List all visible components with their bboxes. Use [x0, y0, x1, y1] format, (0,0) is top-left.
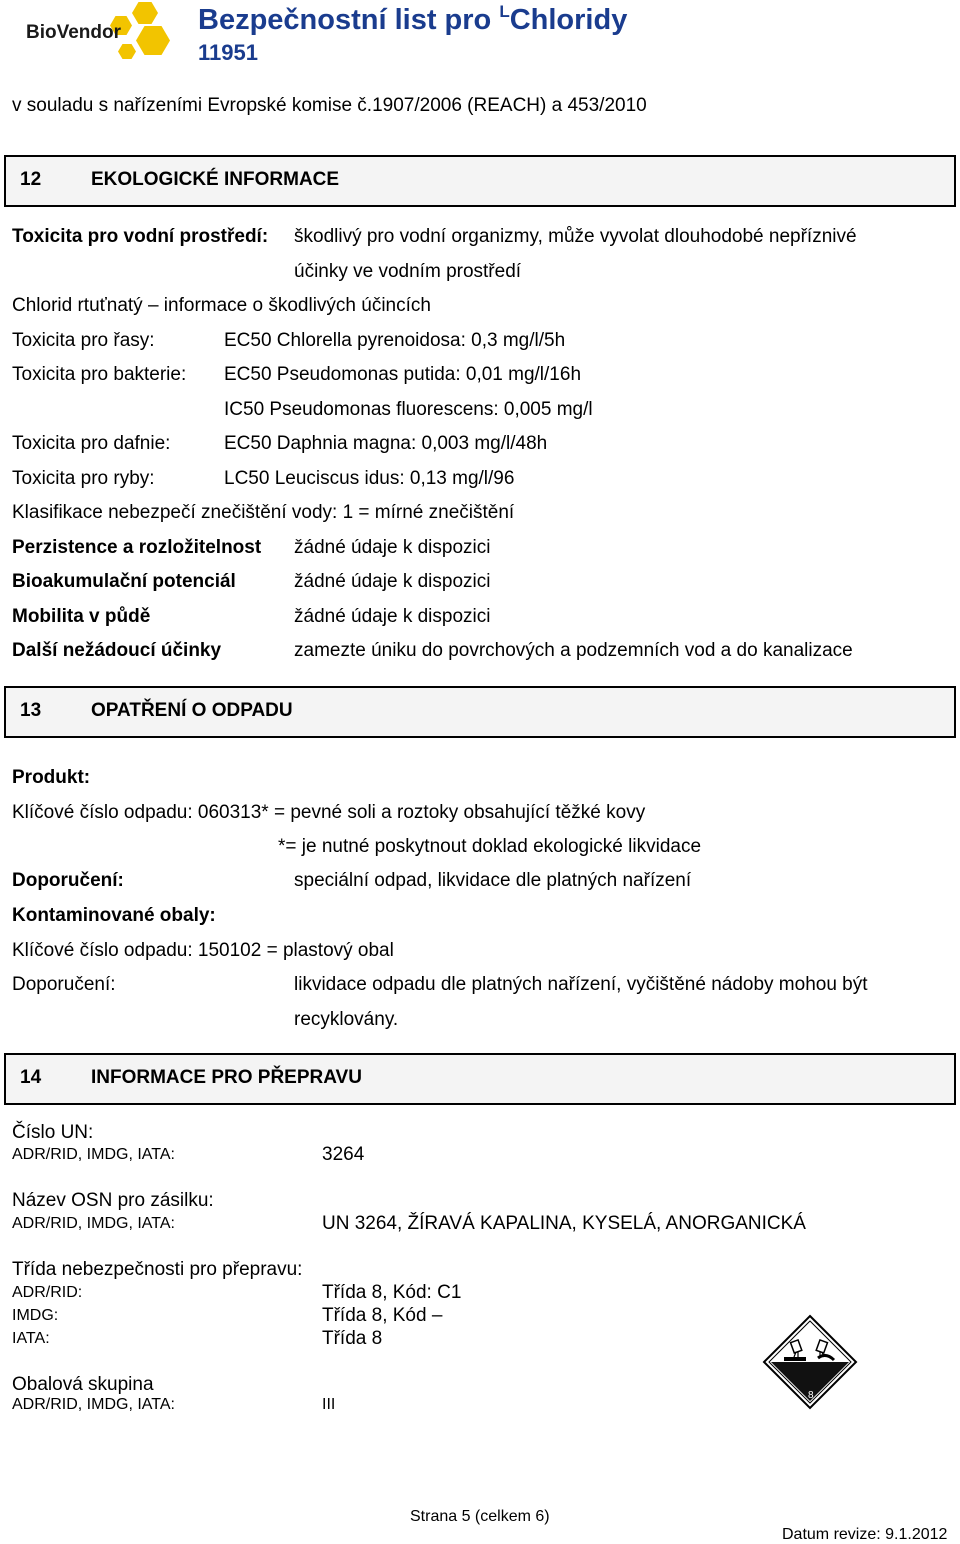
waste-code-product: Klíčové číslo odpadu: 060313* = pevné soli a roztoky obsahující těžké kovy — [12, 802, 646, 823]
section-title: INFORMACE PRO PŘEPRAVU — [91, 1067, 362, 1088]
algae-toxicity-label: Toxicita pro řasy: — [12, 330, 155, 351]
aquatic-toxicity-value: škodlivý pro vodní organizmy, může vyvolat dlouhodobé nepříznivé — [294, 226, 857, 247]
revision-date: Datum revize: 9.1.2012 — [782, 1526, 948, 1543]
section-13-header — [4, 686, 956, 738]
persistence-label: Perzistence a rozložitelnost — [12, 537, 262, 558]
waste-code-packaging: Klíčové číslo odpadu: 150102 = plastový obal — [12, 940, 394, 961]
shipping-name-sublabel: ADR/RID, IMDG, IATA: — [12, 1215, 175, 1232]
shipping-name-label: Název OSN pro zásilku: — [12, 1190, 214, 1211]
hazard-class-label: Třída nebezpečnosti pro přepravu: — [12, 1259, 303, 1280]
recommendation-value: speciální odpad, likvidace dle platných nařízení — [294, 870, 692, 891]
daphnia-toxicity-value: EC50 Daphnia magna: 0,003 mg/l/48h — [224, 433, 548, 454]
fish-toxicity-label: Toxicita pro ryby: — [12, 468, 155, 489]
section-number: 13 — [20, 700, 42, 721]
section-title: EKOLOGICKÉ INFORMACE — [91, 169, 340, 190]
un-number-sublabel: ADR/RID, IMDG, IATA: — [12, 1146, 175, 1163]
packing-group-value: III — [322, 1396, 336, 1413]
product-label: Produkt: — [12, 767, 91, 788]
adr-rid-label: ADR/RID: — [12, 1284, 83, 1301]
persistence-value: žádné údaje k dispozici — [294, 537, 491, 558]
section-number: 14 — [20, 1067, 42, 1088]
fish-toxicity-value: LC50 Leuciscus idus: 0,13 mg/l/96 — [224, 468, 515, 489]
corrosive-hazard-icon — [762, 1314, 858, 1410]
recommendation-label-2: Doporučení: — [12, 974, 116, 995]
packing-group-sublabel: ADR/RID, IMDG, IATA: — [12, 1396, 175, 1413]
aquatic-toxicity-value-cont: účinky ve vodním prostředí — [294, 261, 522, 282]
un-number-value: 3264 — [322, 1144, 365, 1165]
logo-hexagon-icon — [136, 26, 170, 55]
regulation-line: v souladu s nařízeními Evropské komise č.1907/2006 (REACH) a 453/2010 — [12, 95, 647, 116]
bacteria-toxicity-value-2: IC50 Pseudomonas fluorescens: 0,005 mg/l — [224, 399, 593, 420]
imdg-value: Třída 8, Kód – — [322, 1305, 443, 1326]
iata-label: IATA: — [12, 1330, 50, 1347]
algae-toxicity-value: EC50 Chlorella pyrenoidosa: 0,3 mg/l/5h — [224, 330, 566, 351]
packing-group-label: Obalová skupina — [12, 1374, 154, 1395]
document-title: Bezpečnostní list pro $^L$Chloridy — [198, 2, 628, 36]
bacteria-toxicity-label: Toxicita pro bakterie: — [12, 364, 187, 385]
shipping-name-value: UN 3264, ŽÍRAVÁ KAPALINA, KYSELÁ, ANORGANICKÁ — [322, 1213, 806, 1234]
section-title: OPATŘENÍ O ODPADU — [91, 700, 293, 721]
bioaccumulation-label: Bioakumulační potenciál — [12, 571, 236, 592]
logo-hexagon-icon — [118, 44, 136, 59]
section-12-header — [4, 155, 956, 207]
recommendation-value-2: likvidace odpadu dle platných nařízení, vyčištěné nádoby mohou být — [294, 974, 868, 995]
other-effects-label: Další nežádoucí účinky — [12, 640, 222, 661]
other-effects-value: zamezte úniku do povrchových a podzemních vod a do kanalizace — [294, 640, 853, 661]
section-14-header — [4, 1053, 956, 1105]
recommendation-label: Doporučení: — [12, 870, 124, 891]
document-number: 11951 — [198, 40, 258, 65]
biovendor-logo — [14, 2, 174, 66]
soil-mobility-value: žádné údaje k dispozici — [294, 606, 491, 627]
bioaccumulation-value: žádné údaje k dispozici — [294, 571, 491, 592]
aquatic-toxicity-label: Toxicita pro vodní prostředí: — [12, 226, 269, 247]
chloride-info: Chlorid rtuťnatý – informace o škodlivých účincích — [12, 295, 431, 316]
soil-mobility-label: Mobilita v půdě — [12, 606, 151, 627]
water-hazard-class: Klasifikace nebezpečí znečištění vody: 1 = mírné znečištění — [12, 502, 515, 523]
logo-text: BioVendor — [26, 22, 122, 43]
section-number: 12 — [20, 169, 42, 190]
contaminated-packaging-label: Kontaminované obaly: — [12, 905, 216, 926]
logo-hexagon-icon — [132, 2, 158, 24]
waste-code-note: *= je nutné poskytnout doklad ekologické likvidace — [278, 836, 702, 857]
un-number-label: Číslo UN: — [12, 1122, 94, 1143]
bacteria-toxicity-value: EC50 Pseudomonas putida: 0,01 mg/l/16h — [224, 364, 582, 385]
hazard-class-number: 8 — [808, 1390, 814, 1401]
imdg-label: IMDG: — [12, 1307, 59, 1324]
page-number: Strana 5 (celkem 6) — [410, 1508, 550, 1525]
iata-value: Třída 8 — [322, 1328, 383, 1349]
recommendation-value-2-cont: recyklovány. — [294, 1009, 399, 1030]
adr-rid-value: Třída 8, Kód: C1 — [322, 1282, 462, 1303]
daphnia-toxicity-label: Toxicita pro dafnie: — [12, 433, 171, 454]
